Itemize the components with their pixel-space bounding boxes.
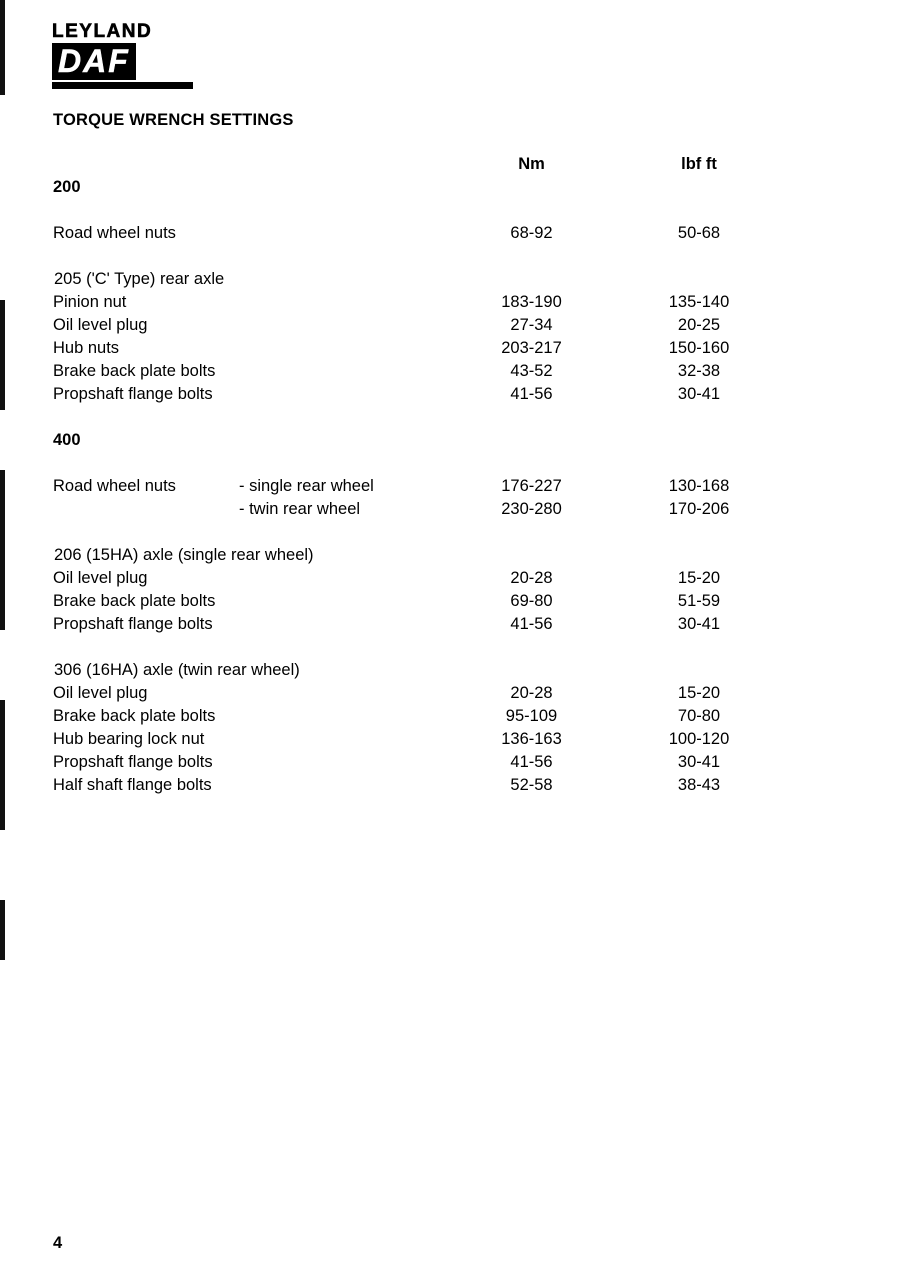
logo-underline-bar <box>52 82 193 89</box>
column-header-nm: Nm <box>518 155 545 173</box>
spacer <box>53 247 753 270</box>
row-value-nm: 20-28 <box>510 569 553 587</box>
scan-edge-artifact <box>0 700 5 830</box>
row-value-lbf: 38-43 <box>677 776 721 794</box>
row-label: Propshaft flange bolts <box>53 615 213 633</box>
row-value-lbf: 50-68 <box>677 224 721 242</box>
row-value-lbf: 170-206 <box>668 500 730 518</box>
row-value-nm: 20-28 <box>510 684 553 702</box>
section-heading-200: 200 <box>53 178 81 196</box>
page-title: TORQUE WRENCH SETTINGS <box>53 111 294 129</box>
row-label: Hub bearing lock nut <box>53 730 205 748</box>
spacer <box>53 523 753 546</box>
table-row <box>53 385 753 408</box>
logo-leyland-text: LEYLAND <box>52 21 153 42</box>
row-value-lbf: 30-41 <box>677 753 721 771</box>
table-row <box>53 707 753 730</box>
row-label: Oil level plug <box>53 316 148 334</box>
row-value-lbf: 32-38 <box>677 362 721 380</box>
table-row <box>53 730 753 753</box>
subsection-heading-306: 306 (16HA) axle (twin rear wheel) <box>54 661 300 679</box>
row-label: Propshaft flange bolts <box>53 753 213 771</box>
subsection-heading-row <box>53 546 753 569</box>
row-value-lbf: 30-41 <box>677 385 721 403</box>
row-label: Pinion nut <box>53 293 127 311</box>
row-value-lbf: 20-25 <box>677 316 721 334</box>
logo-daf-text: DAF <box>58 43 130 79</box>
row-label: Half shaft flange bolts <box>53 776 212 794</box>
scan-edge-artifact <box>0 300 5 410</box>
table-row <box>53 569 753 592</box>
row-label: Oil level plug <box>53 569 148 587</box>
row-value-nm: 68-92 <box>510 224 553 242</box>
table-row <box>53 293 753 316</box>
row-value-lbf: 15-20 <box>677 684 721 702</box>
table-row <box>53 316 753 339</box>
row-value-nm: 203-217 <box>501 339 562 357</box>
row-label: Brake back plate bolts <box>53 362 216 380</box>
table-row <box>53 776 753 799</box>
row-value-lbf: 100-120 <box>668 730 730 748</box>
section-heading-row <box>53 178 753 201</box>
subsection-heading-206: 206 (15HA) axle (single rear wheel) <box>54 546 314 564</box>
row-value-nm: 41-56 <box>510 753 553 771</box>
spacer <box>53 408 753 431</box>
row-value-nm: 183-190 <box>501 293 562 311</box>
table-row <box>53 592 753 615</box>
row-label: Road wheel nuts <box>53 477 176 495</box>
row-value-nm: 52-58 <box>510 776 553 794</box>
section-heading-400: 400 <box>53 431 81 449</box>
subsection-heading-205: 205 ('C' Type) rear axle <box>54 270 225 288</box>
row-sublabel: - single rear wheel <box>239 477 374 495</box>
spacer <box>53 201 753 224</box>
row-label: Brake back plate bolts <box>53 707 216 725</box>
row-value-nm: 69-80 <box>510 592 553 610</box>
row-label: Brake back plate bolts <box>53 592 216 610</box>
row-label: Oil level plug <box>53 684 148 702</box>
row-value-nm: 43-52 <box>510 362 553 380</box>
row-value-lbf: 15-20 <box>677 569 721 587</box>
row-value-nm: 176-227 <box>501 477 562 495</box>
row-value-lbf: 30-41 <box>677 615 721 633</box>
page-number: 4 <box>53 1234 63 1252</box>
table-row <box>53 477 753 500</box>
row-value-nm: 136-163 <box>501 730 562 748</box>
row-value-nm: 230-280 <box>501 500 562 518</box>
row-value-lbf: 130-168 <box>668 477 730 495</box>
table-row <box>53 500 753 523</box>
row-value-nm: 41-56 <box>510 615 553 633</box>
subsection-heading-row <box>53 270 753 293</box>
row-label: Road wheel nuts <box>53 224 176 242</box>
scan-edge-artifact <box>0 0 5 95</box>
table-row <box>53 224 753 247</box>
section-heading-row <box>53 431 753 454</box>
subsection-heading-row <box>53 661 753 684</box>
row-sublabel: - twin rear wheel <box>239 500 361 518</box>
table-row <box>53 753 753 776</box>
row-value-lbf: 51-59 <box>677 592 721 610</box>
logo-daf-badge <box>52 43 136 80</box>
table-row <box>53 615 753 638</box>
table-header-row <box>53 155 753 178</box>
row-value-lbf: 70-80 <box>677 707 721 725</box>
torque-settings-table <box>53 155 753 799</box>
row-value-nm: 41-56 <box>510 385 553 403</box>
table-row <box>53 339 753 362</box>
table-row <box>53 684 753 707</box>
row-value-nm: 27-34 <box>510 316 553 334</box>
row-value-lbf: 135-140 <box>668 293 730 311</box>
row-label: Hub nuts <box>53 339 120 357</box>
scan-edge-artifact <box>0 470 5 630</box>
spacer <box>53 638 753 661</box>
row-label: Propshaft flange bolts <box>53 385 213 403</box>
row-value-lbf: 150-160 <box>668 339 730 357</box>
scan-edge-artifact <box>0 900 5 960</box>
leyland-daf-logo <box>52 22 202 89</box>
column-header-lbf-ft: lbf ft <box>681 155 717 173</box>
table-row <box>53 362 753 385</box>
row-value-nm: 95-109 <box>505 707 558 725</box>
spacer <box>53 454 753 477</box>
